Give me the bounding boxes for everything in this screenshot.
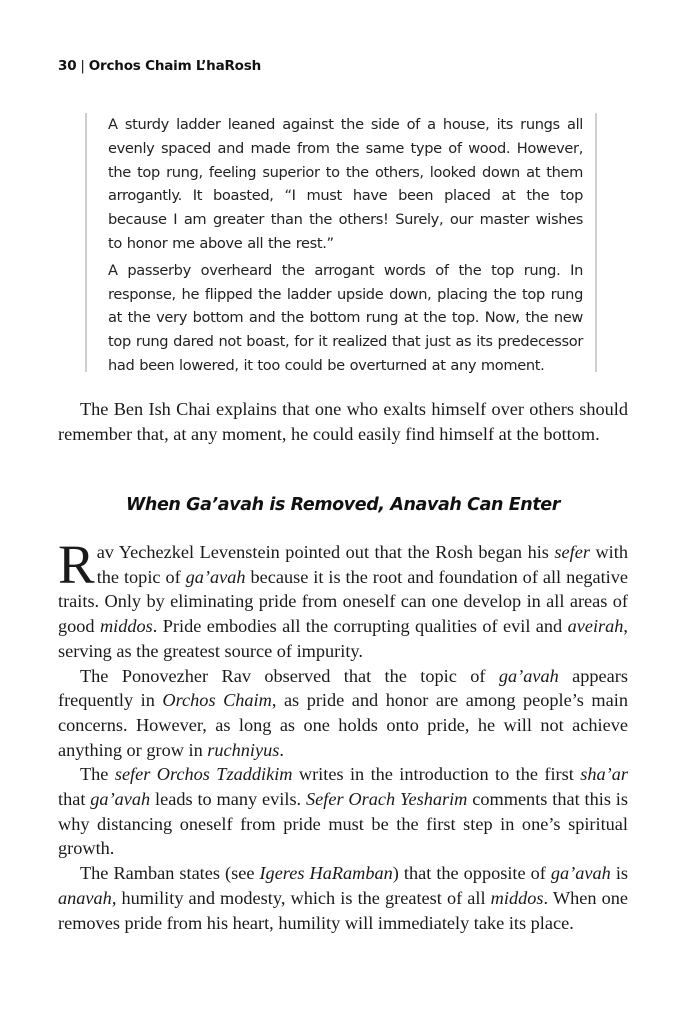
italic-term: ga’avah — [185, 566, 246, 587]
drop-cap: R — [58, 534, 95, 595]
text-run: writes in the introduction to the first — [292, 764, 581, 785]
header-separator: | — [80, 58, 85, 74]
parable-paragraph: A passerby overheard the arrogant words of the top rung. In response, he flipped the ladder upside down, placing the top rung at the very bottom and the bottom rung at the top. Now, the new top rung dared not boast, for it realized that just as its predecessor had been lowered, it too could be overturned at any moment. — [108, 261, 583, 374]
book-title: Orchos Chaim L’haRosh — [88, 58, 261, 74]
italic-term: ruchniyus — [207, 739, 280, 760]
italic-term: Sefer Orach Yesharim — [306, 789, 468, 810]
text-run: av Yechezkel Levenstein pointed out that the Rosh began his — [96, 542, 555, 562]
paragraph-1 — [58, 534, 628, 664]
italic-term: aveirah — [567, 616, 624, 637]
text-run: appears frequently in — [58, 665, 628, 711]
italic-term: Igeres HaRamban — [259, 863, 393, 884]
page-number: 30 — [58, 58, 77, 74]
italic-term: ga’avah — [550, 863, 611, 884]
section-heading: When Ga’avah is Removed, Anavah Can Enter — [125, 495, 561, 515]
parable-paragraph: A sturdy ladder leaned against the side of a house, its rungs all evenly spaced and made from the same type of wood. However, the top rung, feeling superior to the others, looked down at them arrogantly. It boasted, “I must have been placed at the top because I am greater than the others! Surely, our master wishes to honor me above all the rest.” — [108, 116, 583, 252]
explanation-paragraph: The Ben Ish Chai explains that one who exalts himself over others should remember that, at any moment, he could easily find himself at the bottom. — [58, 399, 628, 444]
parable-box — [85, 113, 597, 372]
explanation-block — [58, 397, 628, 446]
text-run: leads to many evils. — [150, 789, 306, 810]
italic-term: sefer — [554, 542, 590, 562]
paragraph-4 — [58, 861, 628, 935]
italic-term: ga’avah — [90, 789, 151, 810]
italic-term: middos — [99, 616, 153, 637]
paragraph-3 — [58, 762, 628, 861]
text-run: ) that the opposite of — [392, 863, 551, 884]
running-head — [58, 58, 261, 74]
section-body — [58, 534, 629, 935]
text-run: . — [279, 739, 284, 760]
text-run: The Ramban states (see — [80, 863, 260, 884]
italic-term: sha’ar — [580, 764, 628, 785]
text-run: because it is the root and foundation of all negative traits. Only by eliminating pride from oneself can one develop in all areas of good — [58, 566, 628, 637]
italic-term: ga’avah — [498, 665, 559, 686]
text-run: , serving as the greatest source of impurity. — [58, 616, 628, 661]
text-run: that — [58, 789, 91, 810]
italic-term: anavah — [58, 887, 112, 908]
paragraph-2 — [58, 664, 628, 763]
text-run: . Pride embodies all the corrupting qualities of evil and — [152, 616, 568, 637]
italic-term: Orchos Chaim — [162, 690, 272, 711]
text-run: comments that this is why distancing oneself from pride must be the first step in one’s spiritual growth. — [58, 789, 628, 859]
italic-term: middos — [490, 887, 544, 908]
text-run: The Ponovezher Rav observed that the topic of — [80, 665, 499, 686]
text-run: . When one removes pride from his heart, humility will immediately take its place. — [58, 887, 628, 933]
text-run: is — [610, 863, 629, 884]
italic-term: sefer Orchos Tzaddikim — [114, 764, 293, 785]
text-run: , humility and modesty, which is the greatest of all — [111, 887, 491, 908]
text-run: The — [80, 764, 115, 785]
text-run: , as pride and honor are among people’s main concerns. However, as long as one holds onto pride, he will not achieve anything or grow in — [58, 690, 628, 760]
text-run: with the topic of — [96, 542, 628, 587]
